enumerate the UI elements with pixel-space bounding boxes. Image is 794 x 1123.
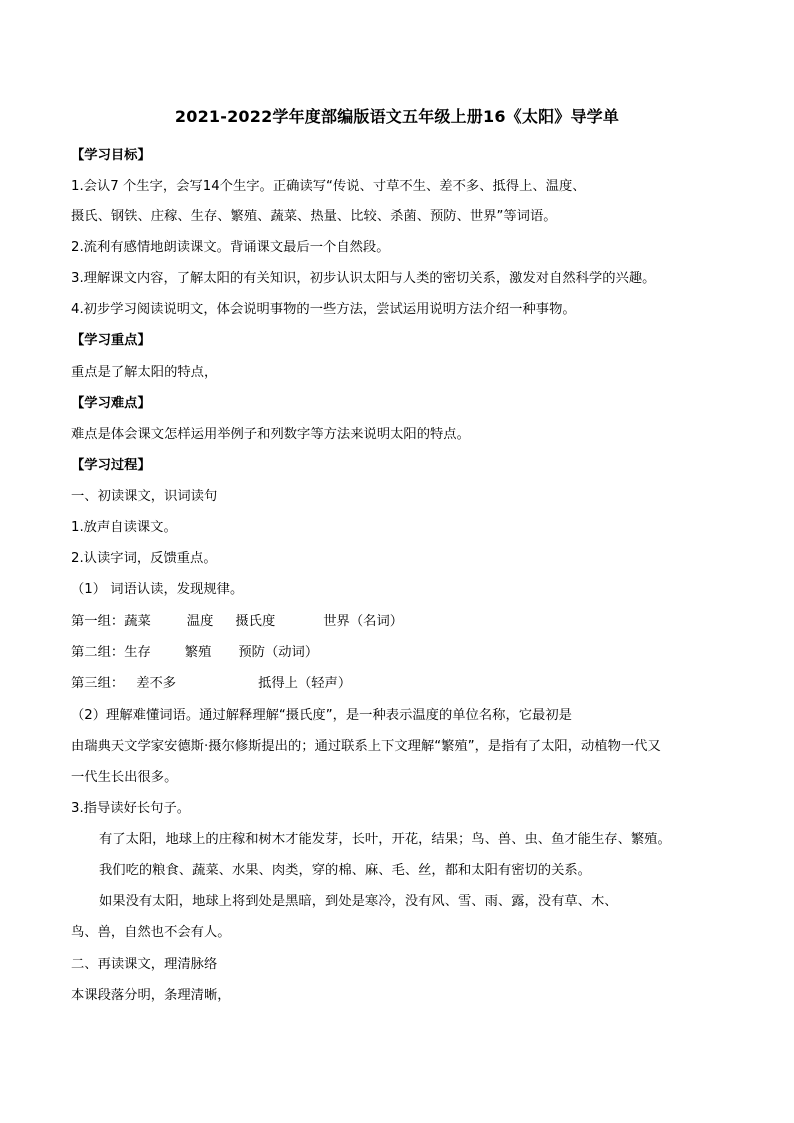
step-2-title: 二、再读课文，理清脉络 [71,957,218,972]
step-1-2-2-line-1: （2）理解难懂词语。通过解释理解“摄氏度”，是一种表示温度的单位名称，它最初是 [71,708,572,723]
step-1-3: 3.指导读好长句子。 [71,801,191,816]
word: 摄氏度 [235,614,276,629]
sentence-3-line-2: 鸟、兽，自然也不会有人。 [71,925,231,940]
word: 生存 [124,645,151,660]
process-heading: 【学习过程】 [71,458,151,473]
difficulty-heading: 【学习难点】 [71,396,151,411]
word: 繁殖 [184,645,212,660]
sentence-2: 我们吃的粮食、蔬菜、水果、肉类，穿的棉、麻、毛、丝，都和太阳有密切的关系。 [99,863,591,878]
group-label: 第三组： [71,676,125,691]
group-label: 第一组： [71,614,125,629]
step-1-2-2-line-2: 由瑞典天文学家安德斯·摄尔修斯提出的；通过联系上下文理解“繁殖”，是指有了太阳，动植物一代又 [71,739,661,754]
focus-heading: 【学习重点】 [71,333,151,348]
step-1-title: 一、初读课文，识词读句 [71,489,218,504]
word: 世界（名词） [323,614,404,629]
step-1-2-1: （1） 词语认读，发现规律。 [71,582,244,597]
goal-4: 4.初步学习阅读说明文，体会说明事物的一些方法，尝试运用说明方法介绍一种事物。 [71,302,576,317]
focus-text: 重点是了解太阳的特点， [71,365,218,380]
goals-heading: 【学习目标】 [71,148,151,163]
word-group-2 [71,643,318,663]
word: 预防（动词） [238,645,319,660]
word-group-1 [71,612,403,632]
difficulty-text: 难点是体会课文怎样运用举例子和列数字等方法来说明太阳的特点。 [71,427,470,442]
goal-3: 3.理解课文内容，了解太阳的有关知识，初步认识太阳与人类的密切关系，激发对自然科学的兴趣。 [71,271,656,286]
step-1-2: 2.认读字词，反馈重点。 [71,551,217,566]
word-group-3 [71,674,351,694]
sentence-1: 有了太阳，地球上的庄稼和树木才能发芽，长叶，开花，结果；鸟、兽、虫、鱼才能生存、繁殖。 [99,832,671,847]
group-label: 第二组： [71,645,125,660]
word: 抵得上（轻声） [258,676,352,691]
step-1-1: 1.放声自读课文。 [71,520,177,535]
word: 差不多 [136,676,177,691]
word: 蔬菜 [124,614,151,629]
step-2-text: 本课段落分明，条理清晰， [71,988,231,1003]
goal-2: 2.流利有感情地朗读课文。背诵课文最后一个自然段。 [71,240,390,255]
goal-1-line-2: 摄氏、钢铁、庄稼、生存、繁殖、蔬菜、热量、比较、杀菌、预防、世界”等词语。 [71,209,557,224]
word: 温度 [186,614,214,629]
goal-1-line-1: 1.会认7 个生字，会写14个生字。正确读写“传说、寸草不生、差不多、抵得上、温度、 [71,179,586,194]
page-title: 2021-2022学年度部编版语文五年级上册16《太阳》导学单 [174,107,620,126]
step-1-2-2-line-3: 一代生长出很多。 [71,770,178,785]
sentence-3-line-1: 如果没有太阳，地球上将到处是黑暗，到处是寒冷，没有风、雪、雨、露，没有草、木、 [99,894,618,909]
